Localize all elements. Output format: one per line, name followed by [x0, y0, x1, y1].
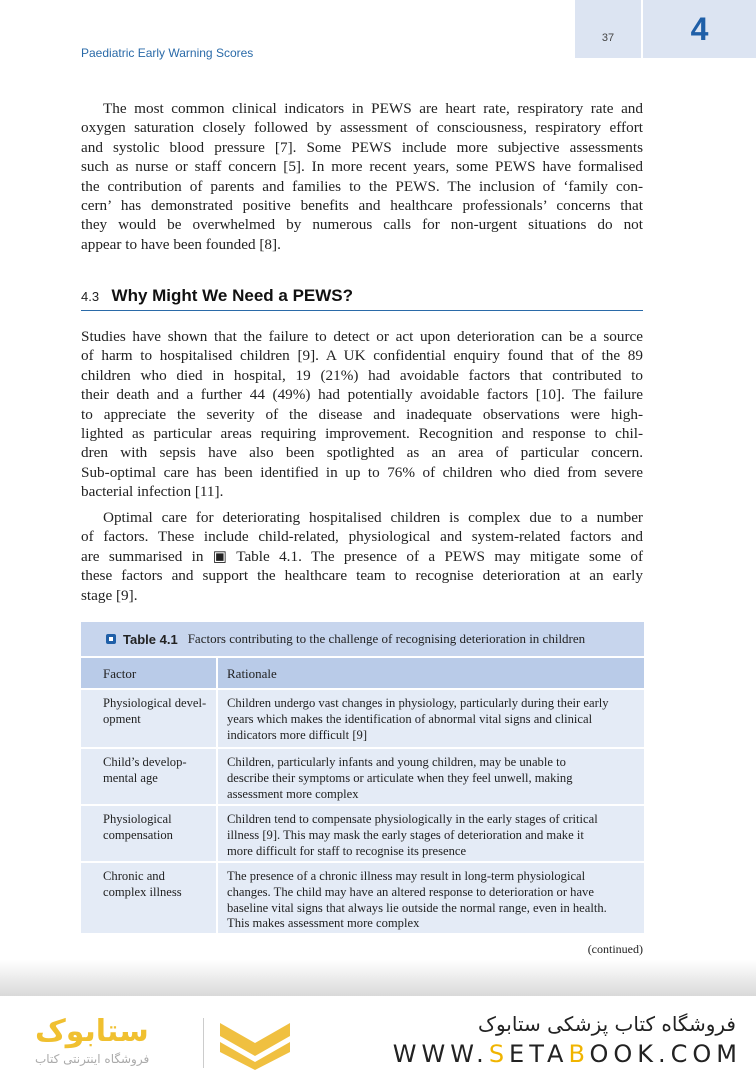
- text-line: and systolic blood pressure [7]. Some PEWS include more subjective assessments: [81, 138, 643, 156]
- cell-line: years which makes the identification of abnormal vital signs and clinical: [227, 711, 593, 726]
- text-line: cern’ has demonstrated positive benefits and healthcare professionals’ concerns that: [81, 197, 643, 215]
- cell-line: Children tend to compensate physiologically in the early stages of critical: [227, 812, 598, 826]
- cell-factor: [81, 806, 218, 861]
- cell-line: baseline vital signs that always lie outside the normal range, even in health.: [227, 900, 607, 915]
- cell-line: indicators more difficult [9]: [227, 727, 368, 742]
- table-header-row: [81, 656, 644, 688]
- table-4-1: [81, 622, 644, 933]
- cell-line: Children, particularly infants and young children, may be unable to: [227, 755, 566, 769]
- page-number: 37: [575, 0, 641, 58]
- cell-line: illness [9]. This may mask the early stages of deterioration and make it: [227, 827, 584, 842]
- store-url: WWW.SETABOOK.COM: [392, 1040, 742, 1068]
- section-title: Why Might We Need a PEWS?: [111, 286, 354, 305]
- text-line: such as nurse or staff concern [5]. In more recent years, some PEWS have formalised: [81, 158, 643, 176]
- chapter-number: 4: [643, 0, 756, 58]
- table-icon: [106, 634, 116, 644]
- cell-line: mental age: [103, 770, 158, 785]
- watermark-footer: [0, 996, 756, 1080]
- logo-divider: [203, 1018, 204, 1068]
- continued-note: (continued): [587, 942, 643, 956]
- text-line: they would be overwhelmed by numerous calls for non-urgent situations do not: [81, 216, 643, 234]
- cell-factor: [81, 690, 218, 747]
- column-header-factor: Factor: [81, 658, 218, 688]
- text-line: of factors. These include child-related, physiological and system-related factors and: [81, 528, 643, 546]
- table-caption: [81, 622, 644, 656]
- cell-line: Physiological devel-: [103, 696, 207, 710]
- section-heading: [81, 286, 643, 311]
- section-number: 4.3: [81, 289, 100, 304]
- running-title: Paediatric Early Warning Scores: [81, 46, 254, 60]
- cell-line: compensation: [103, 827, 173, 842]
- text-line: children who died in hospital, 19 (21%) had avoidable factors that contributed to: [81, 366, 643, 384]
- text-line: the contribution of parents and families to the PEWS. The inclusion of ‘family con-: [81, 177, 643, 195]
- paragraph: [81, 327, 643, 502]
- text-line: bacterial infection [11].: [81, 483, 224, 501]
- cell-line: describe their symptoms or articulate when they feel unwell, making: [227, 770, 573, 785]
- cell-line: Physiological: [103, 812, 172, 826]
- paragraph: [81, 508, 643, 605]
- table-label: Table 4.1: [123, 631, 178, 647]
- paragraph: [81, 99, 643, 254]
- cell-line: This makes assessment more complex: [227, 916, 420, 931]
- cell-factor: [81, 863, 218, 933]
- text-line: The most common clinical indicators in PEWS are heart rate, respiratory rate and: [103, 100, 643, 117]
- cell-factor: [81, 749, 218, 804]
- text-line: of harm to hospitalised children [9]. A UK confidential enquiry found that of the 89: [81, 347, 643, 365]
- cell-line: Children undergo vast changes in physiology, particularly during their early: [227, 696, 609, 710]
- chevron-logo-icon: [215, 1018, 295, 1070]
- text-line: stage [9].: [81, 586, 138, 604]
- table-row: [81, 688, 644, 747]
- text-line: these factors and support the healthcare team to recognise deterioration at an early: [81, 567, 643, 585]
- text-line: oxygen saturation closely followed by assessment of consciousness, respiratory effort: [81, 119, 643, 137]
- cell-rationale: [218, 806, 644, 861]
- cell-rationale: [218, 749, 644, 804]
- text-line: Sub-optimal care has been identified in up to 76% of children who died from severe: [81, 463, 643, 481]
- cell-line: Child’s develop-: [103, 755, 187, 769]
- cell-line: The presence of a chronic illness may result in long-term physiological: [227, 869, 586, 883]
- cell-line: complex illness: [103, 884, 182, 899]
- cell-line: assessment more complex: [227, 786, 359, 801]
- table-row: [81, 861, 644, 933]
- store-name: فروشگاه کتاب پزشکی ستابوک: [478, 1012, 736, 1036]
- column-header-rationale: Rationale: [227, 666, 277, 681]
- table-caption-text: Factors contributing to the challenge of recognising deterioration in children: [187, 631, 586, 646]
- text-line: to appreciate the severity of the disease and inadequate observations were high-: [81, 405, 643, 423]
- page-bottom-shadow: [0, 960, 756, 996]
- logo-text: ستابوک: [35, 1014, 149, 1049]
- cell-line: Chronic and: [103, 869, 165, 883]
- text-line: lighted as particular areas requiring improvement. Recognition and response to chil-: [81, 425, 643, 443]
- logo-subtitle: فروشگاه اینترنتی کتاب: [35, 1052, 150, 1066]
- text-line: Optimal care for deteriorating hospitalised children is complex due to a number: [103, 509, 643, 526]
- text-line: Studies have shown that the failure to detect or act upon deterioration can be a source: [81, 328, 643, 345]
- table-row: [81, 804, 644, 861]
- text-line: their death and a further 44 (49%) had potentially avoidable factors [10]. The failure: [81, 386, 643, 404]
- cell-line: more difficult for staff to recognise its presence: [227, 843, 467, 858]
- text-line: appear to have been founded [8].: [81, 235, 281, 253]
- text-line: are summarised in ▣ Table 4.1. The presence of a PEWS may mitigate some of: [81, 547, 643, 565]
- cell-rationale: [218, 690, 644, 747]
- table-row: [81, 747, 644, 804]
- setabook-logo: [35, 1014, 295, 1074]
- cell-rationale: [218, 863, 644, 933]
- text-line: dren with sepsis have also been spotlighted as an area of particular concern.: [81, 444, 643, 462]
- cell-line: changes. The child may have an altered response to deterioration or have: [227, 884, 594, 899]
- cell-line: opment: [103, 711, 141, 726]
